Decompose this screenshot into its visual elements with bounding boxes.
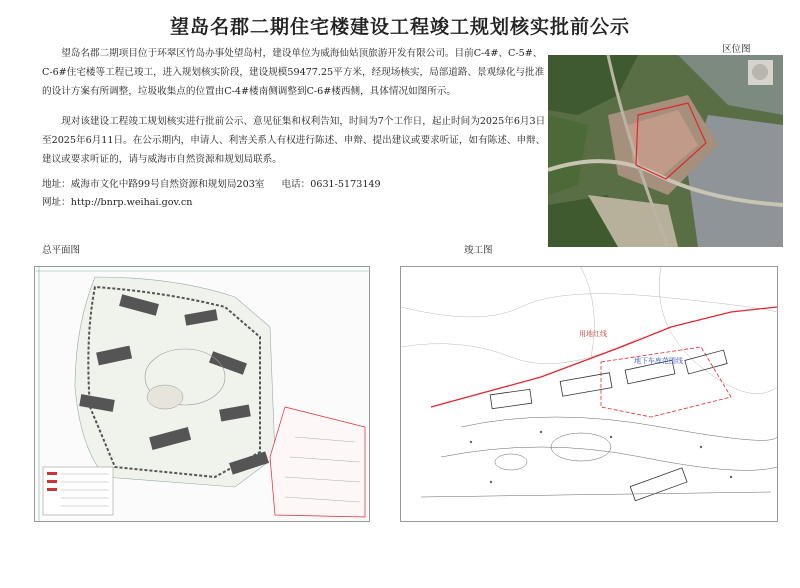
page-title: 望岛名郡二期住宅楼建设工程竣工规划核实批前公示 (169, 16, 630, 38)
location-map-label: 区位图 (722, 44, 751, 55)
site-plan-label: 总平面图 (42, 245, 81, 256)
site-plan-drawing (34, 266, 370, 522)
red-line-annotation: 用地红线 (579, 330, 607, 338)
notice-paragraph-2: 现对该建设工程竣工规划核实进行批前公示、意见征集和权利告知，时间为7个工作日，起止时间为2025年6月3日至2025年6月11日。在公示期内，申请人、利害关系人有权进行陈述、申辩、提出建议或要求听证，如有陈述、申辩、建议或要求听证的，请与威海市自然资源和规划局联系。 (42, 116, 546, 165)
basement-annotation: 地下车库范围线 (634, 357, 683, 365)
location-map-image (548, 55, 783, 247)
phone-text: 电话：0631-5173149 (281, 179, 381, 190)
website-text: 网址：http://bnrp.weihai.gov.cn (42, 197, 193, 208)
as-built-label: 竣工图 (464, 245, 493, 256)
address-text: 地址：威海市文化中路99号自然资源和规划局203室 (42, 179, 265, 190)
contact-line (42, 176, 395, 194)
notice-paragraph-1: 望岛名郡二期项目位于环翠区竹岛办事处望岛村，建设单位为威海仙姑顶旅游开发有限公司。目前C-4#、C-5#、C-6#住宅楼等工程已竣工，进入规划核实阶段，建设规模59477.25平方米，经现场核实，局部道路、景观绿化与批准的设计方案有所调整，垃圾收集点的位置由C-4#楼南侧调整到C-6#楼西侧，具体情况如图所示。 (42, 48, 545, 97)
as-built-drawing (400, 266, 778, 522)
